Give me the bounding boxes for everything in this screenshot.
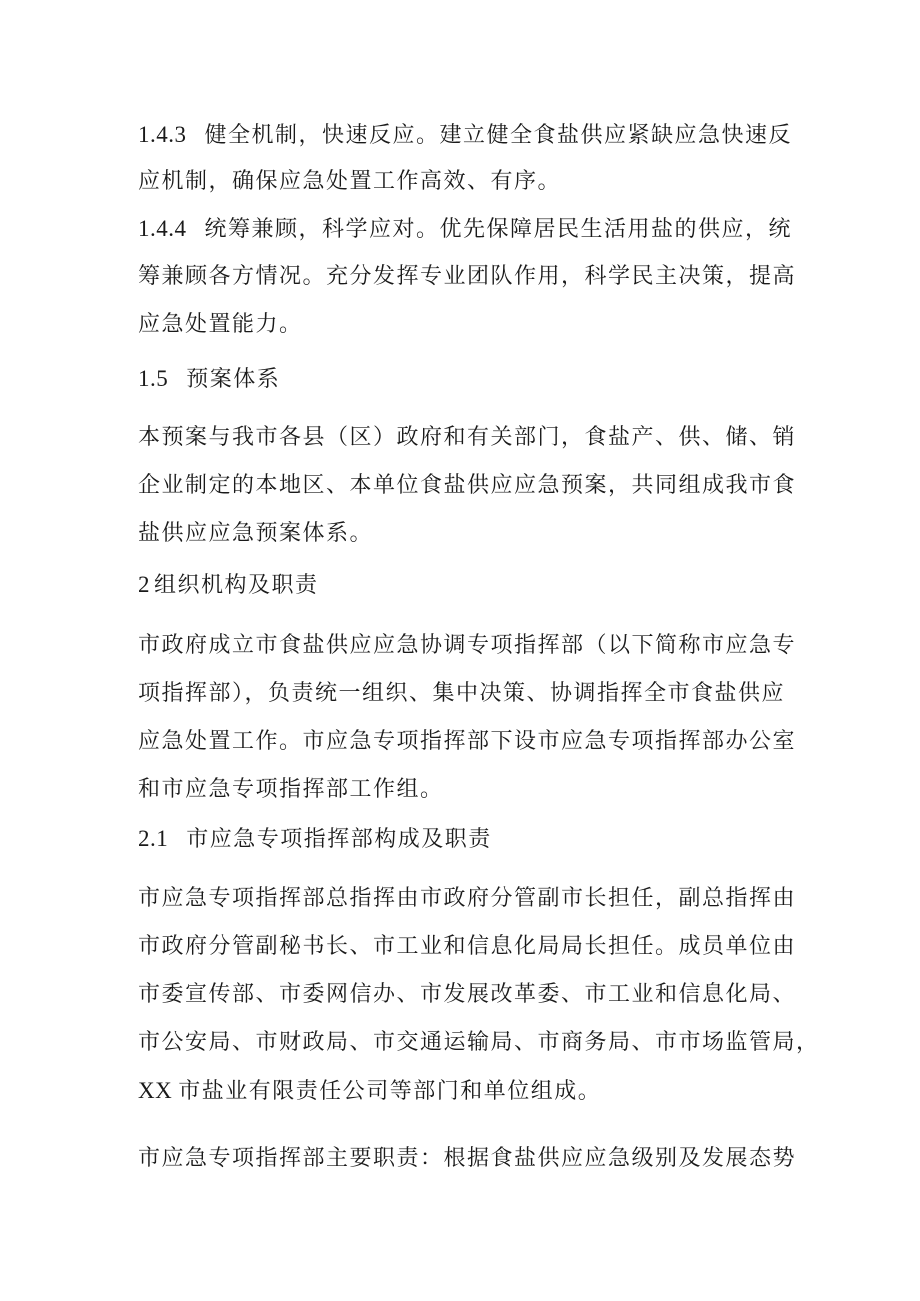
paragraph-1-5-line-3: 盐供应应急预案体系。 [138, 521, 374, 546]
section-1-4-4-line-1 [138, 214, 792, 245]
paragraph-2-1-line-2: 市政府分管副秘书长、市工业和信息化局局长担任。成员单位由 [138, 934, 797, 959]
section-1-4-3-line-2: 应机制，确保应急处置工作高效、有序。 [138, 169, 562, 194]
section-1-4-4-line-2: 筹兼顾各方情况。充分发挥专业团队作用，科学民主决策，提高 [138, 264, 797, 289]
paragraph-2-line-1: 市政府成立市食盐供应应急协调专项指挥部（以下简称市应急专 [138, 633, 797, 658]
section-title: 预案体系 [186, 367, 281, 392]
paragraph-2-1-line-1: 市应急专项指挥部总指挥由市政府分管副市长担任，副总指挥由 [138, 886, 797, 911]
section-text: 统筹兼顾，科学应对。优先保障居民生活用盐的供应，统 [204, 217, 793, 242]
paragraph-2-line-2: 项指挥部），负责统一组织、集中决策、协调指挥全市食盐供应 [138, 681, 786, 706]
heading-2 [138, 570, 319, 601]
section-title: 市应急专项指挥部构成及职责 [186, 827, 492, 852]
section-number: 1.5 [138, 366, 169, 391]
paragraph-2-1-line-4: 市公安局、市财政局、市交通运输局、市商务局、市市场监管局， [138, 1030, 820, 1055]
section-number: 1.4.4 [138, 216, 187, 241]
section-number: 1.4.3 [138, 122, 187, 147]
paragraph-text: 市盐业有限责任公司等部门和单位组成。 [178, 1079, 602, 1104]
paragraph-2-1-line-3: 市委宣传部、市委网信办、市发展改革委、市工业和信息化局、 [138, 982, 797, 1007]
heading-1-5 [138, 364, 280, 395]
placeholder-prefix: XX [138, 1078, 173, 1103]
section-text: 健全机制，快速反应。建立健全食盐供应紧缺应急快速反 [204, 123, 793, 148]
section-number: 2.1 [138, 826, 169, 851]
section-1-4-4-line-3: 应急处置能力。 [138, 312, 303, 337]
paragraph-2-line-3: 应急处置工作。市应急专项指挥部下设市应急专项指挥部办公室 [138, 729, 797, 754]
paragraph-2-1-line-5 [138, 1076, 601, 1107]
paragraph-1-5-line-1: 本预案与我市各县（区）政府和有关部门，食盐产、供、储、销 [138, 425, 797, 450]
section-1-4-3-line-1 [138, 120, 792, 151]
heading-2-1 [138, 824, 492, 855]
paragraph-1-5-line-2: 企业制定的本地区、本单位食盐供应应急预案，共同组成我市食 [138, 473, 797, 498]
paragraph-2-line-4: 和市应急专项指挥部工作组。 [138, 777, 444, 802]
section-number: 2 [138, 572, 150, 597]
section-title: 组织机构及职责 [154, 573, 319, 598]
paragraph-2-1-duties-line-1: 市应急专项指挥部主要职责：根据食盐供应应急级别及发展态势 [138, 1146, 797, 1171]
